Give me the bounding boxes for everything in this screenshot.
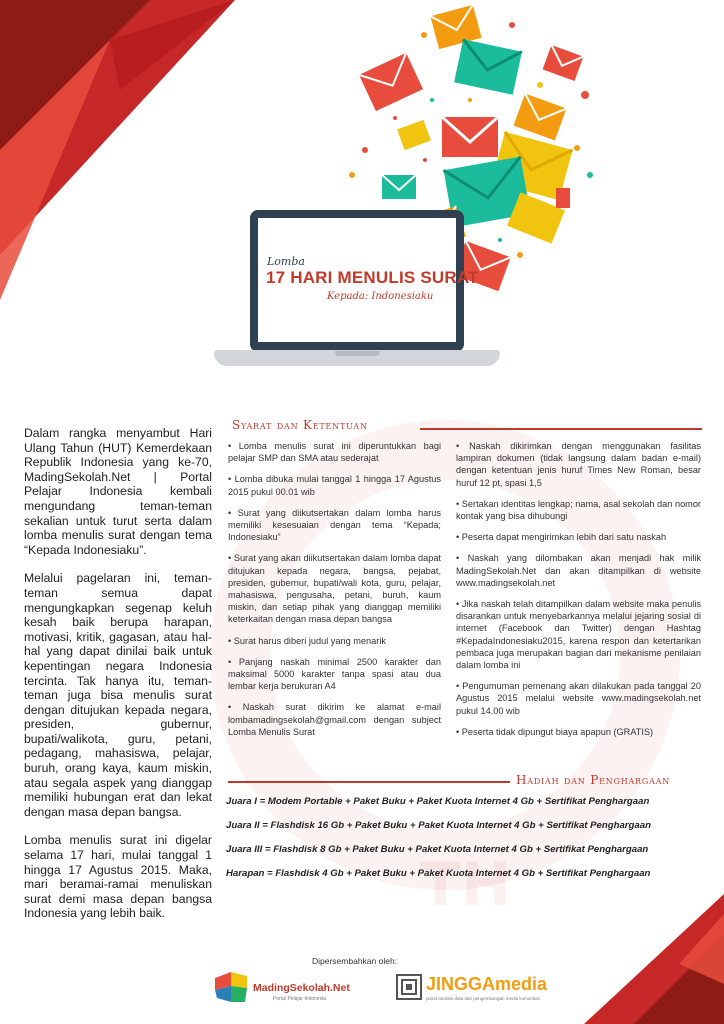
prize-juara-3: Juara III = Flashdisk 8 Gb + Paket Buku + Paket Kuota Internet 4 Gb + Sertifikat Penghargaan (226, 844, 649, 855)
intro-paragraph-1: Dalam rangka menyambut Hari Ulang Tahun (HUT) Kemerdekaan Republik Indonesia yang ke-70, MadingSekolah.Net | Portal Pelajar Indonesia kembali mengundang teman-teman sekalian untuk turut serta dalam lomba menulis surat dengan tema “Kepada Indonesiaku”. (24, 426, 212, 557)
syarat-heading-rule (420, 428, 702, 430)
syarat-list-left (228, 440, 441, 747)
intro-paragraph-2: Melalui pagelaran ini, teman-teman semua dapat mengungkapkan segenap keluh kesah baik berupa harapan, motivasi, kritik, gagasan, atau hal-hal yang dapat dinilai baik untuk kepentingan negara Indonesia tercinta. Tak hanya itu, teman-teman juga bisa menulis surat dengan ditujukan kepada negara, presiden, gubernur, bupati/walikota, guru, petani, pedagang, mahasiswa, pelajar, buruh, orang kaya, kaum miskin, atau segala aspek yang dianggap memiliki hubungan erat dan lekat dengan masa depan bangsa. (24, 571, 212, 819)
syarat-item: • Naskah dikirimkan dengan menggunakan fasilitas lampiran dokumen (tidak langsung dalam badan e-mail) dengan ketentuan jenis huruf Times New Roman, besar huruf 12 pt, spasi 1,5 (456, 441, 701, 488)
jinggamedia-logo (396, 966, 548, 1006)
syarat-item: • Naskah surat dikirim ke alamat e-mail lombamadingsekolah@gmail.com dengan subject Lomba Menulis Surat (228, 702, 441, 737)
hero-title: 17 HARI MENULIS SURAT (266, 268, 479, 287)
hadiah-heading: Hadiah dan Penghargaan (516, 773, 671, 787)
madingsekolah-logo-tagline: Portal Pelajar Indonesia (273, 996, 327, 1002)
syarat-item: • Surat harus diberi judul yang menarik (228, 635, 386, 646)
syarat-heading: Syarat dan Ketentuan (232, 418, 368, 432)
corner-decoration-top-left (0, 0, 240, 300)
hero-subtitle: Kepada: Indonesiaku (327, 291, 434, 302)
syarat-item: • Peserta tidak dipungut biaya apapun (GRATIS) (456, 726, 654, 737)
prize-harapan: Harapan = Flashdisk 4 Gb + Paket Buku + Paket Kuota Internet 4 Gb + Sertifikat Penghargaan (226, 868, 651, 879)
intro-column (24, 426, 212, 935)
syarat-item: • Naskah yang dilombakan akan menjadi hak milik MadingSekolah.Net dan akan ditampilkan di website www.madingsekolah.net (456, 553, 701, 588)
laptop-notch (335, 351, 380, 356)
syarat-item: • Jika naskah telah ditampilkan dalam website maka penulis disarankan untuk menyebarkannya melalui jejaring sosial di internet (Facebook dan Twitter) dengan Hashtag #KepadaIndonesiaku2015, karena respon dan ketertarikan pembaca juga merupakan bagian dari mekanisme penilaian dalam lomba ini (456, 599, 701, 671)
jinggamedia-logo-name: JINGGAmedia (426, 974, 548, 994)
hero-lomba-word: Lomba (267, 255, 305, 268)
syarat-item: • Pengumuman pemenang akan dilakukan pada tanggal 20 Agustus 2015 melalui website www.madingsekolah.net pukul 14.00 wib (456, 681, 701, 716)
jinggamedia-logo-icon (396, 974, 422, 1000)
prize-juara-1: Juara I = Modem Portable + Paket Buku + Paket Kuota Internet 4 Gb + Sertifikat Penghargaan (226, 796, 650, 807)
syarat-item: • Panjang naskah minimal 2500 karakter dan maksimal 5000 karakter tanpa spasi atau dua lembar kerja berukuran A4 (228, 656, 441, 692)
corner-decoration-bottom-right (584, 894, 724, 1024)
syarat-item: • Sertakan identitas lengkap; nama, asal sekolah dan nomor kontak yang bisa dihubungi (456, 498, 701, 522)
presented-by-label: Dipersembahkan oleh: (312, 956, 398, 966)
watermark-th: TH (420, 850, 512, 920)
syarat-item: • Lomba dibuka mulai tanggal 1 hingga 17 Agustus 2015 pukul 00.01 wib (228, 474, 441, 497)
hadiah-heading-rule (228, 781, 510, 783)
syarat-item: • Lomba menulis surat ini diperuntukkan bagi pelajar SMP dan SMA atau sederajat (228, 441, 441, 464)
syarat-item: • Surat yang diikutsertakan dalam lomba harus memiliki kesesuaian dengan tema “Kepada; Indonesiaku” (228, 507, 441, 543)
prize-juara-2: Juara II = Flashdisk 16 Gb + Paket Buku + Paket Kuota Internet 4 Gb + Sertifikat Penghargaan (226, 820, 651, 831)
madingsekolah-logo-icon (213, 968, 253, 1006)
madingsekolah-logo-name: MadingSekolah.Net (253, 982, 350, 994)
jinggamedia-logo-tagline: pusat analisis data dan pengembangan media komunitas (426, 996, 540, 1001)
syarat-list-right (456, 440, 701, 747)
syarat-item: • Peserta dapat mengirimkan lebih dari satu naskah (456, 532, 667, 543)
madingsekolah-logo (213, 966, 363, 1006)
intro-paragraph-3: Lomba menulis surat ini digelar selama 17 hari, mulai tanggal 1 hingga 17 Agustus 2015. Maka, mari beramai-ramai menuliskan surat demi masa depan bangsa Indonesia yang lebih baik. (24, 833, 212, 921)
syarat-item: • Surat yang akan diikutsertakan dalam lomba dapat ditujukan kepada negara, bangsa, pejabat, presiden, gubernur, bupati/wali kota, guru, pelajar, mahasiswa, pengusaha, petani, buruh, kaum miskin, dan setiap pihak yang dianggap memiliki keterkaitan dengan masa depan bangsa (228, 553, 441, 625)
